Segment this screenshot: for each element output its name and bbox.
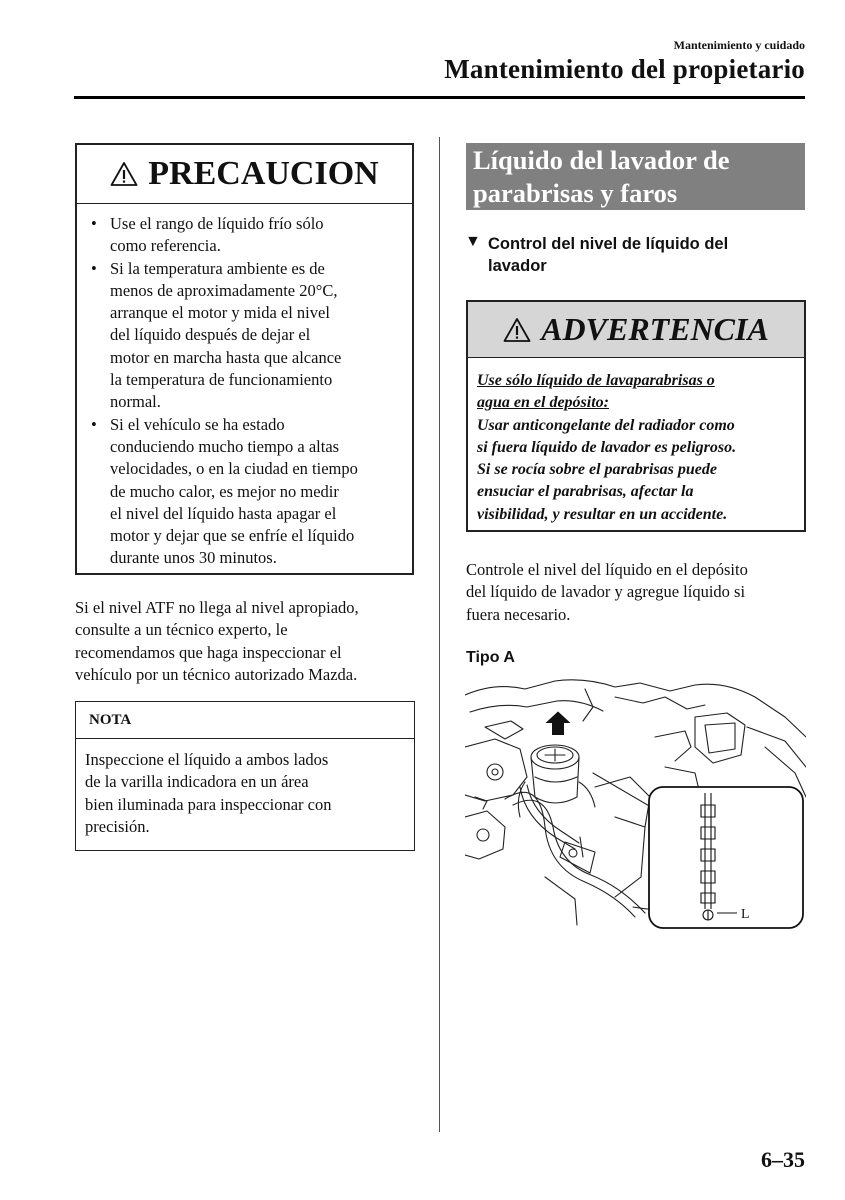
page-number: 6–35 <box>761 1147 805 1172</box>
caution-line: de mucho calor, es mejor no medir <box>110 481 339 501</box>
warning-line: ensuciar el parabrisas, afectar la <box>477 483 694 501</box>
subheading <box>488 233 798 278</box>
header-rule <box>74 96 805 99</box>
figure-callout-label: L <box>741 907 750 922</box>
nota-title: NOTA <box>76 702 414 739</box>
bullet: • <box>91 214 97 233</box>
caution-list <box>77 204 412 570</box>
paragraph-line: fuera necesario. <box>466 604 571 624</box>
caution-box <box>75 143 414 575</box>
warning-underlined-line: Use sólo líquido de lavaparabrisas o <box>477 372 715 389</box>
caution-line: arranque el motor y mida el nivel <box>110 303 330 323</box>
caution-line: Use el rango de líquido frío sólo <box>110 214 324 233</box>
paragraph-line: consulte a un técnico experto, le <box>75 620 288 640</box>
caution-line: motor en marcha hasta que alcance <box>110 347 342 367</box>
caution-line: como referencia. <box>110 236 221 256</box>
paragraph-line: Controle el nivel del líquido en el depósito <box>466 560 748 579</box>
running-header-section: Mantenimiento y cuidado <box>673 38 805 52</box>
warning-triangle-icon <box>503 317 531 343</box>
section-heading-line: parabrisas y faros <box>473 178 678 208</box>
caution-line: Si la temperatura ambiente es de <box>110 258 325 278</box>
subheading-marker: ▼ <box>465 233 481 250</box>
caution-line: normal. <box>110 392 161 412</box>
paragraph-line: Si el nivel ATF no llega al nivel apropiado, <box>75 598 359 617</box>
page-title: Mantenimiento del propietario <box>444 54 805 84</box>
caution-item <box>91 258 404 414</box>
subheading-line: Control del nivel de líquido del <box>488 235 729 253</box>
caution-title: PRECAUCION <box>148 155 379 192</box>
paragraph-line: recomendamos que haga inspeccionar el <box>75 642 342 662</box>
caution-line: menos de aproximadamente 20°C, <box>110 280 338 300</box>
warning-body <box>468 358 804 526</box>
nota-line: precisión. <box>85 816 150 836</box>
warning-line: Usar anticongelante del radiador como <box>477 416 735 434</box>
section-heading <box>466 143 805 210</box>
bullet: • <box>91 414 97 434</box>
column-divider <box>439 137 440 1132</box>
dipstick-callout <box>649 787 803 928</box>
warning-triangle-icon <box>110 161 138 187</box>
warning-line: Si se rocía sobre el parabrisas puede <box>477 461 717 479</box>
caution-line: Si el vehículo se ha estado <box>110 414 285 434</box>
paragraph-line: del líquido de lavador y agregue líquido si <box>466 582 746 602</box>
control-paragraph <box>466 559 808 626</box>
nota-box <box>75 701 415 851</box>
bullet: • <box>91 258 97 278</box>
nota-line: de la varilla indicadora en un área <box>85 772 309 792</box>
warning-title: ADVERTENCIA <box>541 311 769 347</box>
warning-line: visibilidad, y resultar en un accidente. <box>477 505 728 523</box>
warning-header <box>468 302 804 358</box>
caution-line: la temperatura de funcionamiento <box>110 370 333 390</box>
arrow-up-icon <box>545 711 571 735</box>
warning-line: si fuera líquido de lavador es peligroso. <box>477 438 737 456</box>
caution-line: el nivel del líquido hasta apagar el <box>110 503 337 523</box>
warning-underlined-line: agua en el depósito: <box>477 394 609 412</box>
caution-line: del líquido después de dejar el <box>110 325 311 345</box>
caution-item <box>91 213 404 258</box>
caution-line: velocidades, o en la ciudad en tiempo <box>110 459 358 479</box>
atf-paragraph <box>75 597 417 686</box>
paragraph-line: vehículo por un técnico autorizado Mazda. <box>75 664 358 684</box>
caution-header <box>77 145 412 204</box>
nota-line: Inspeccione el líquido a ambos lados <box>85 750 329 769</box>
washer-reservoir-illustration <box>465 677 806 930</box>
caution-line: conduciendo mucho tiempo a altas <box>110 436 340 456</box>
caution-item <box>91 414 404 570</box>
caution-line: motor y dejar que se enfríe el líquido <box>110 526 355 546</box>
warning-box <box>466 300 806 532</box>
subheading-line: lavador <box>488 257 547 276</box>
nota-text <box>76 739 414 838</box>
figure-label: Tipo A <box>466 649 515 666</box>
section-heading-line: Líquido del lavador de <box>473 145 730 175</box>
nota-line: bien iluminada para inspeccionar con <box>85 794 332 814</box>
caution-line: durante unos 30 minutos. <box>110 548 277 568</box>
